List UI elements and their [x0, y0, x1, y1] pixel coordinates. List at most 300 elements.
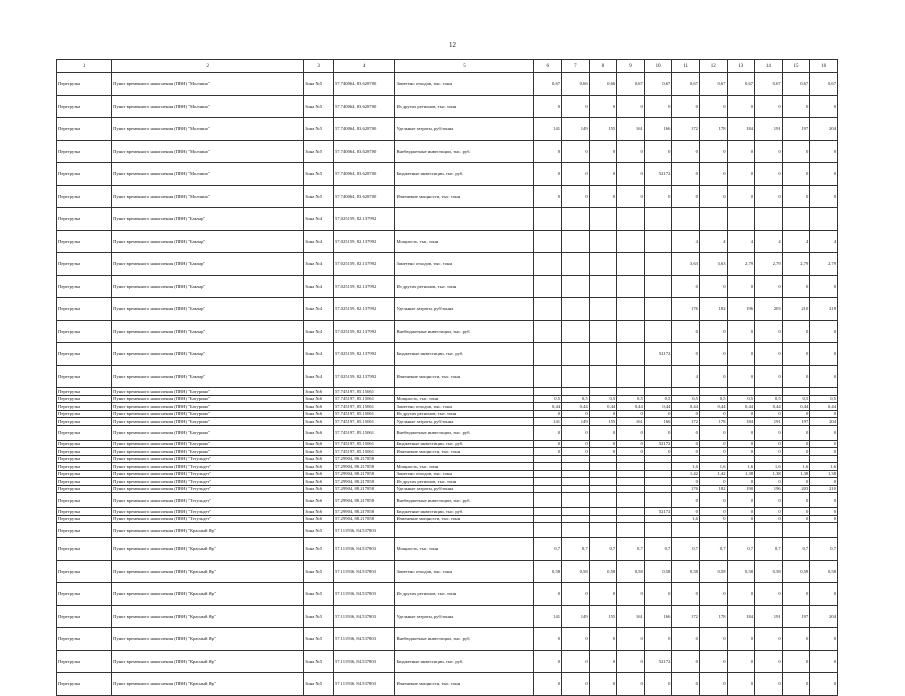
zone-cell: Зона №6 [304, 508, 334, 516]
value-cell: 0 [562, 163, 590, 186]
zone-cell: Зона №6 [304, 403, 334, 411]
operation-cell: Перегрузка [57, 650, 112, 673]
facility-cell: Пункт временного накопления (ПВН) "Батурино" [112, 418, 304, 426]
value-cell: 0 [782, 275, 810, 298]
facility-cell: Пункт временного накопления (ПВН) "Красный Яр" [112, 605, 304, 628]
value-cell: 1,6 [727, 463, 755, 471]
zone-cell: Зона №4 [304, 253, 334, 276]
column-number: 10 [644, 60, 672, 73]
value-cell: 161 [617, 418, 645, 426]
value-cell: 184 [727, 418, 755, 426]
value-cell [589, 275, 617, 298]
table-row [57, 118, 838, 141]
coordinates-cell: 57.29904, 88.217858 [333, 515, 395, 523]
zone-cell: Зона №4 [304, 275, 334, 298]
facility-cell: Пункт временного накопления (ПВН) "Молчино" [112, 95, 304, 118]
value-cell: 1,6 [672, 463, 700, 471]
zone-cell: Зона №5 [304, 605, 334, 628]
value-cell [534, 478, 562, 486]
value-cell: 0 [755, 320, 783, 343]
value-cell: 0,67 [755, 73, 783, 96]
value-cell: 0 [727, 673, 755, 696]
column-number: 12 [699, 60, 727, 73]
column-number: 2 [112, 60, 304, 73]
value-cell: 1,6 [672, 515, 700, 523]
value-cell: 0 [727, 343, 755, 366]
value-cell [644, 470, 672, 478]
coordinates-cell: 57.745197, 85.15061 [333, 448, 395, 456]
value-cell [589, 230, 617, 253]
value-cell [589, 208, 617, 231]
value-cell: 0 [534, 140, 562, 163]
facility-cell: Пункт временного накопления (ПВН) "Красный Яр" [112, 538, 304, 561]
column-number: 11 [672, 60, 700, 73]
zone-cell: Зона №5 [304, 583, 334, 606]
coordinates-cell: 57.025159, 82.137992 [333, 253, 395, 276]
value-cell [782, 388, 810, 396]
value-cell [617, 365, 645, 388]
value-cell [727, 208, 755, 231]
coordinates-cell: 57.111936, 84.537803 [333, 673, 395, 696]
value-cell: 0 [672, 440, 700, 448]
indicator-cell: Заметено отходов, тыс. тонн [395, 73, 534, 96]
value-cell [644, 463, 672, 471]
indicator-cell: Изменение мощности, тыс. тонн [395, 185, 534, 208]
operation-cell: Перегрузка [57, 628, 112, 651]
value-cell: 0 [644, 448, 672, 456]
value-cell: 0 [672, 508, 700, 516]
value-cell [589, 485, 617, 493]
value-cell: 1,38 [810, 470, 838, 478]
value-cell: 0 [534, 673, 562, 696]
value-cell: 0 [534, 95, 562, 118]
value-cell: 0,44 [755, 403, 783, 411]
value-cell [755, 208, 783, 231]
zone-cell: Зона №6 [304, 418, 334, 426]
value-cell: 0 [699, 185, 727, 208]
zone-cell: Зона №4 [304, 320, 334, 343]
indicator-cell: Внебюджетные инвестиции, тыс. руб. [395, 425, 534, 440]
table-row [57, 365, 838, 388]
value-cell: 0 [672, 425, 700, 440]
value-cell [617, 523, 645, 538]
value-cell [589, 493, 617, 508]
facility-cell: Пункт временного накопления (ПВН) "Бакчар" [112, 275, 304, 298]
value-cell: 4 [782, 230, 810, 253]
value-cell: 0 [672, 320, 700, 343]
value-cell: 0 [755, 440, 783, 448]
operation-cell: Перегрузка [57, 275, 112, 298]
coordinates-cell: 57.29904, 88.217858 [333, 463, 395, 471]
value-cell [534, 485, 562, 493]
value-cell: 0 [810, 365, 838, 388]
facility-cell: Пункт временного накопления (ПВН) "Батурино" [112, 448, 304, 456]
indicator-cell: Внебюджетные инвестиции, тыс. руб. [395, 493, 534, 508]
value-cell [562, 478, 590, 486]
value-cell: 0,66 [589, 73, 617, 96]
value-cell: 4 [672, 365, 700, 388]
value-cell: 0 [534, 185, 562, 208]
value-cell [617, 478, 645, 486]
value-cell: 0 [755, 425, 783, 440]
indicator-cell: Бюджетные инвестиции, тыс. руб. [395, 343, 534, 366]
operation-cell: Перегрузка [57, 410, 112, 418]
value-cell: 178 [699, 118, 727, 141]
value-cell: 0 [644, 95, 672, 118]
value-cell [562, 455, 590, 463]
value-cell: 0,7 [644, 538, 672, 561]
column-number: 3 [304, 60, 334, 73]
value-cell: 1,38 [782, 470, 810, 478]
coordinates-cell: 57.745197, 85.15061 [333, 418, 395, 426]
value-cell [644, 208, 672, 231]
operation-cell: Перегрузка [57, 418, 112, 426]
zone-cell: Зона №5 [304, 523, 334, 538]
facility-cell: Пункт временного накопления (ПВН) "Бакчар" [112, 320, 304, 343]
table-row [57, 275, 838, 298]
value-cell: 0,58 [727, 560, 755, 583]
value-cell: 0 [755, 185, 783, 208]
value-cell: 0 [782, 425, 810, 440]
value-cell: 0,58 [617, 560, 645, 583]
value-cell: 0,44 [727, 403, 755, 411]
value-cell [589, 343, 617, 366]
indicator-cell: Изменение мощности, тыс. тонн [395, 448, 534, 456]
value-cell: 0 [810, 163, 838, 186]
value-cell: 0,5 [617, 395, 645, 403]
coordinates-cell: 57.025159, 82.137992 [333, 230, 395, 253]
operation-cell: Перегрузка [57, 343, 112, 366]
operation-cell: Перегрузка [57, 95, 112, 118]
value-cell: 0,58 [810, 560, 838, 583]
value-cell: 52172 [644, 508, 672, 516]
value-cell: 0 [589, 650, 617, 673]
value-cell: 52172 [644, 440, 672, 448]
value-cell: 0 [672, 673, 700, 696]
value-cell [644, 493, 672, 508]
value-cell [534, 298, 562, 321]
table-row [57, 478, 838, 486]
value-cell: 4 [755, 230, 783, 253]
value-cell: 4 [810, 230, 838, 253]
coordinates-cell: 57.111936, 84.537803 [333, 523, 395, 538]
facility-cell: Пункт временного накопления (ПВН) "Красный Яр" [112, 583, 304, 606]
value-cell: 0 [755, 508, 783, 516]
value-cell: 0 [589, 583, 617, 606]
operation-cell: Перегрузка [57, 463, 112, 471]
value-cell: 210 [782, 298, 810, 321]
facility-cell: Пункт временного накопления (ПВН) "Молчино" [112, 140, 304, 163]
operation-cell: Перегрузка [57, 538, 112, 561]
coordinates-cell: 57.745197, 85.15061 [333, 440, 395, 448]
value-cell: 0 [810, 185, 838, 208]
facility-cell: Пункт временного накопления (ПВН) "Батурино" [112, 388, 304, 396]
operation-cell: Перегрузка [57, 163, 112, 186]
table-row [57, 485, 838, 493]
column-number: 15 [782, 60, 810, 73]
column-number: 14 [755, 60, 783, 73]
table-row [57, 605, 838, 628]
table-row [57, 253, 838, 276]
value-cell [727, 523, 755, 538]
indicator-cell: Мощность, тыс. тонн [395, 395, 534, 403]
coordinates-cell: 57.29904, 88.217858 [333, 485, 395, 493]
value-cell: 196 [755, 485, 783, 493]
value-cell: 0 [810, 493, 838, 508]
value-cell: 0 [699, 275, 727, 298]
operation-cell: Перегрузка [57, 673, 112, 696]
zone-cell: Зона №5 [304, 163, 334, 186]
table-row [57, 425, 838, 440]
value-cell: 0 [782, 95, 810, 118]
value-cell [699, 523, 727, 538]
facility-cell: Пункт временного накопления (ПВН) "Тегульдет" [112, 508, 304, 516]
value-cell: 0 [562, 440, 590, 448]
indicator-cell: Мощность, тыс. тонн [395, 538, 534, 561]
value-cell: 0 [782, 365, 810, 388]
value-cell: 184 [727, 605, 755, 628]
value-cell: 0,5 [644, 395, 672, 403]
value-cell [589, 365, 617, 388]
table-row [57, 463, 838, 471]
value-cell: 0,67 [644, 73, 672, 96]
value-cell [617, 515, 645, 523]
value-cell [534, 388, 562, 396]
value-cell [644, 320, 672, 343]
value-cell: 0,58 [672, 560, 700, 583]
column-number: 1 [57, 60, 112, 73]
value-cell: 0 [562, 673, 590, 696]
value-cell [534, 253, 562, 276]
facility-cell: Пункт временного накопления (ПВН) "Красный Яр" [112, 650, 304, 673]
value-cell [617, 485, 645, 493]
value-cell: 0,67 [810, 73, 838, 96]
value-cell: 0 [672, 410, 700, 418]
indicator-cell: Заметено отходов, тыс. тонн [395, 560, 534, 583]
value-cell [644, 478, 672, 486]
table-row [57, 560, 838, 583]
value-cell: 0 [782, 448, 810, 456]
value-cell: 0,67 [617, 73, 645, 96]
zone-cell: Зона №5 [304, 650, 334, 673]
value-cell: 0 [617, 425, 645, 440]
value-cell: 0 [672, 140, 700, 163]
indicator-cell [395, 523, 534, 538]
value-cell: 0,58 [644, 560, 672, 583]
value-cell: 0 [672, 185, 700, 208]
table-row [57, 410, 838, 418]
value-cell [562, 230, 590, 253]
value-cell: 0,7 [699, 538, 727, 561]
table-row [57, 628, 838, 651]
value-cell: 1,6 [755, 463, 783, 471]
value-cell: 0 [755, 343, 783, 366]
value-cell: 0,58 [562, 560, 590, 583]
value-cell: 0 [562, 185, 590, 208]
value-cell: 182 [699, 298, 727, 321]
value-cell: 0 [782, 515, 810, 523]
value-cell [617, 493, 645, 508]
value-cell: 0 [782, 163, 810, 186]
facility-cell: Пункт временного накопления (ПВН) "Красный Яр" [112, 673, 304, 696]
value-cell: 0 [534, 425, 562, 440]
operation-cell: Перегрузка [57, 485, 112, 493]
value-cell [562, 508, 590, 516]
value-cell: 0 [617, 140, 645, 163]
value-cell: 0 [727, 440, 755, 448]
value-cell [617, 230, 645, 253]
table-row [57, 95, 838, 118]
value-cell: 0,7 [782, 538, 810, 561]
value-cell: 0 [699, 650, 727, 673]
value-cell [782, 523, 810, 538]
value-cell: 172 [672, 418, 700, 426]
zone-cell: Зона №6 [304, 515, 334, 523]
table-row [57, 298, 838, 321]
value-cell: 0 [727, 95, 755, 118]
value-cell [589, 388, 617, 396]
indicator-cell: Бюджетные инвестиции, тыс. руб. [395, 508, 534, 516]
value-cell [589, 253, 617, 276]
table-row [57, 320, 838, 343]
table-row [57, 470, 838, 478]
value-cell: 0,67 [534, 73, 562, 96]
value-cell: 0 [617, 95, 645, 118]
value-cell: 0,5 [699, 395, 727, 403]
zone-cell: Зона №4 [304, 365, 334, 388]
value-cell [534, 208, 562, 231]
value-cell: 0 [755, 163, 783, 186]
table-row [57, 583, 838, 606]
value-cell [644, 515, 672, 523]
value-cell: 0 [755, 583, 783, 606]
value-cell: 2,79 [810, 253, 838, 276]
column-number: 5 [395, 60, 534, 73]
value-cell: 161 [617, 605, 645, 628]
value-cell: 0,67 [672, 73, 700, 96]
value-cell: 0 [810, 583, 838, 606]
table-row [57, 395, 838, 403]
value-cell: 197 [782, 118, 810, 141]
indicator-cell [395, 388, 534, 396]
value-cell: 0 [755, 478, 783, 486]
value-cell [534, 515, 562, 523]
indicator-cell: Удельные затраты, руб/тонна [395, 298, 534, 321]
value-cell [562, 343, 590, 366]
value-cell: 0 [699, 478, 727, 486]
indicator-cell: Из других регионов, тыс. тонн [395, 583, 534, 606]
value-cell: 52172 [644, 343, 672, 366]
indicator-cell: Изменение мощности, тыс. тонн [395, 365, 534, 388]
coordinates-cell: 57.025159, 82.137992 [333, 208, 395, 231]
value-cell: 0 [589, 140, 617, 163]
indicator-cell: Из других регионов, тыс. тонн [395, 275, 534, 298]
value-cell [534, 470, 562, 478]
operation-cell: Перегрузка [57, 365, 112, 388]
value-cell: 3,63 [672, 253, 700, 276]
value-cell: 0,58 [589, 560, 617, 583]
coordinates-cell: 57.740064, 83.628700 [333, 185, 395, 208]
table-row [57, 163, 838, 186]
table-row [57, 73, 838, 96]
facility-cell: Пункт временного накопления (ПВН) "Молчино" [112, 118, 304, 141]
table-row [57, 403, 838, 411]
value-cell [727, 388, 755, 396]
operation-cell: Перегрузка [57, 560, 112, 583]
value-cell: 2,79 [755, 253, 783, 276]
value-cell: 0 [810, 478, 838, 486]
value-cell: 0 [699, 365, 727, 388]
value-cell [562, 298, 590, 321]
table-row [57, 343, 838, 366]
value-cell: 0 [755, 365, 783, 388]
indicator-cell: Удельные затраты, руб/тонна [395, 418, 534, 426]
zone-cell: Зона №6 [304, 478, 334, 486]
value-cell [672, 208, 700, 231]
indicator-cell: Удельные затраты, руб/тонна [395, 485, 534, 493]
value-cell: 0,44 [672, 403, 700, 411]
column-number: 7 [562, 60, 590, 73]
zone-cell: Зона №4 [304, 343, 334, 366]
value-cell [644, 275, 672, 298]
value-cell: 0 [727, 448, 755, 456]
value-cell: 0 [810, 515, 838, 523]
value-cell: 0 [755, 493, 783, 508]
value-cell: 0 [534, 628, 562, 651]
indicator-cell [395, 455, 534, 463]
value-cell [617, 298, 645, 321]
coordinates-cell: 57.29904, 88.217858 [333, 470, 395, 478]
operation-cell: Перегрузка [57, 455, 112, 463]
value-cell: 197 [782, 418, 810, 426]
zone-cell: Зона №6 [304, 455, 334, 463]
value-cell [617, 508, 645, 516]
operation-cell: Перегрузка [57, 230, 112, 253]
value-cell: 197 [782, 605, 810, 628]
indicator-cell: Изменение мощности, тыс. тонн [395, 515, 534, 523]
indicator-cell: Внебюджетные инвестиции, тыс. руб. [395, 320, 534, 343]
facility-cell: Пункт временного накопления (ПВН) "Тегульдет" [112, 463, 304, 471]
value-cell: 196 [727, 298, 755, 321]
zone-cell: Зона №4 [304, 230, 334, 253]
value-cell [810, 523, 838, 538]
value-cell: 0 [589, 673, 617, 696]
value-cell: 0 [534, 410, 562, 418]
coordinates-cell: 57.025159, 82.137992 [333, 365, 395, 388]
value-cell [589, 478, 617, 486]
value-cell: 0 [727, 628, 755, 651]
value-cell [534, 523, 562, 538]
facility-cell: Пункт временного накопления (ПВН) "Бакчар" [112, 298, 304, 321]
value-cell: 0 [672, 478, 700, 486]
value-cell: 0,7 [810, 538, 838, 561]
value-cell: 0,58 [755, 560, 783, 583]
value-cell: 0,66 [562, 73, 590, 96]
indicator-cell: Из других регионов, тыс. тонн [395, 95, 534, 118]
value-cell [534, 343, 562, 366]
value-cell [644, 253, 672, 276]
zone-cell: Зона №4 [304, 208, 334, 231]
value-cell: 218 [810, 298, 838, 321]
value-cell: 0 [617, 410, 645, 418]
value-cell [562, 275, 590, 298]
data-table [56, 59, 838, 696]
value-cell: 0 [617, 440, 645, 448]
value-cell: 0 [672, 95, 700, 118]
value-cell: 52172 [644, 163, 672, 186]
coordinates-cell: 57.111936, 84.537803 [333, 650, 395, 673]
value-cell [562, 463, 590, 471]
